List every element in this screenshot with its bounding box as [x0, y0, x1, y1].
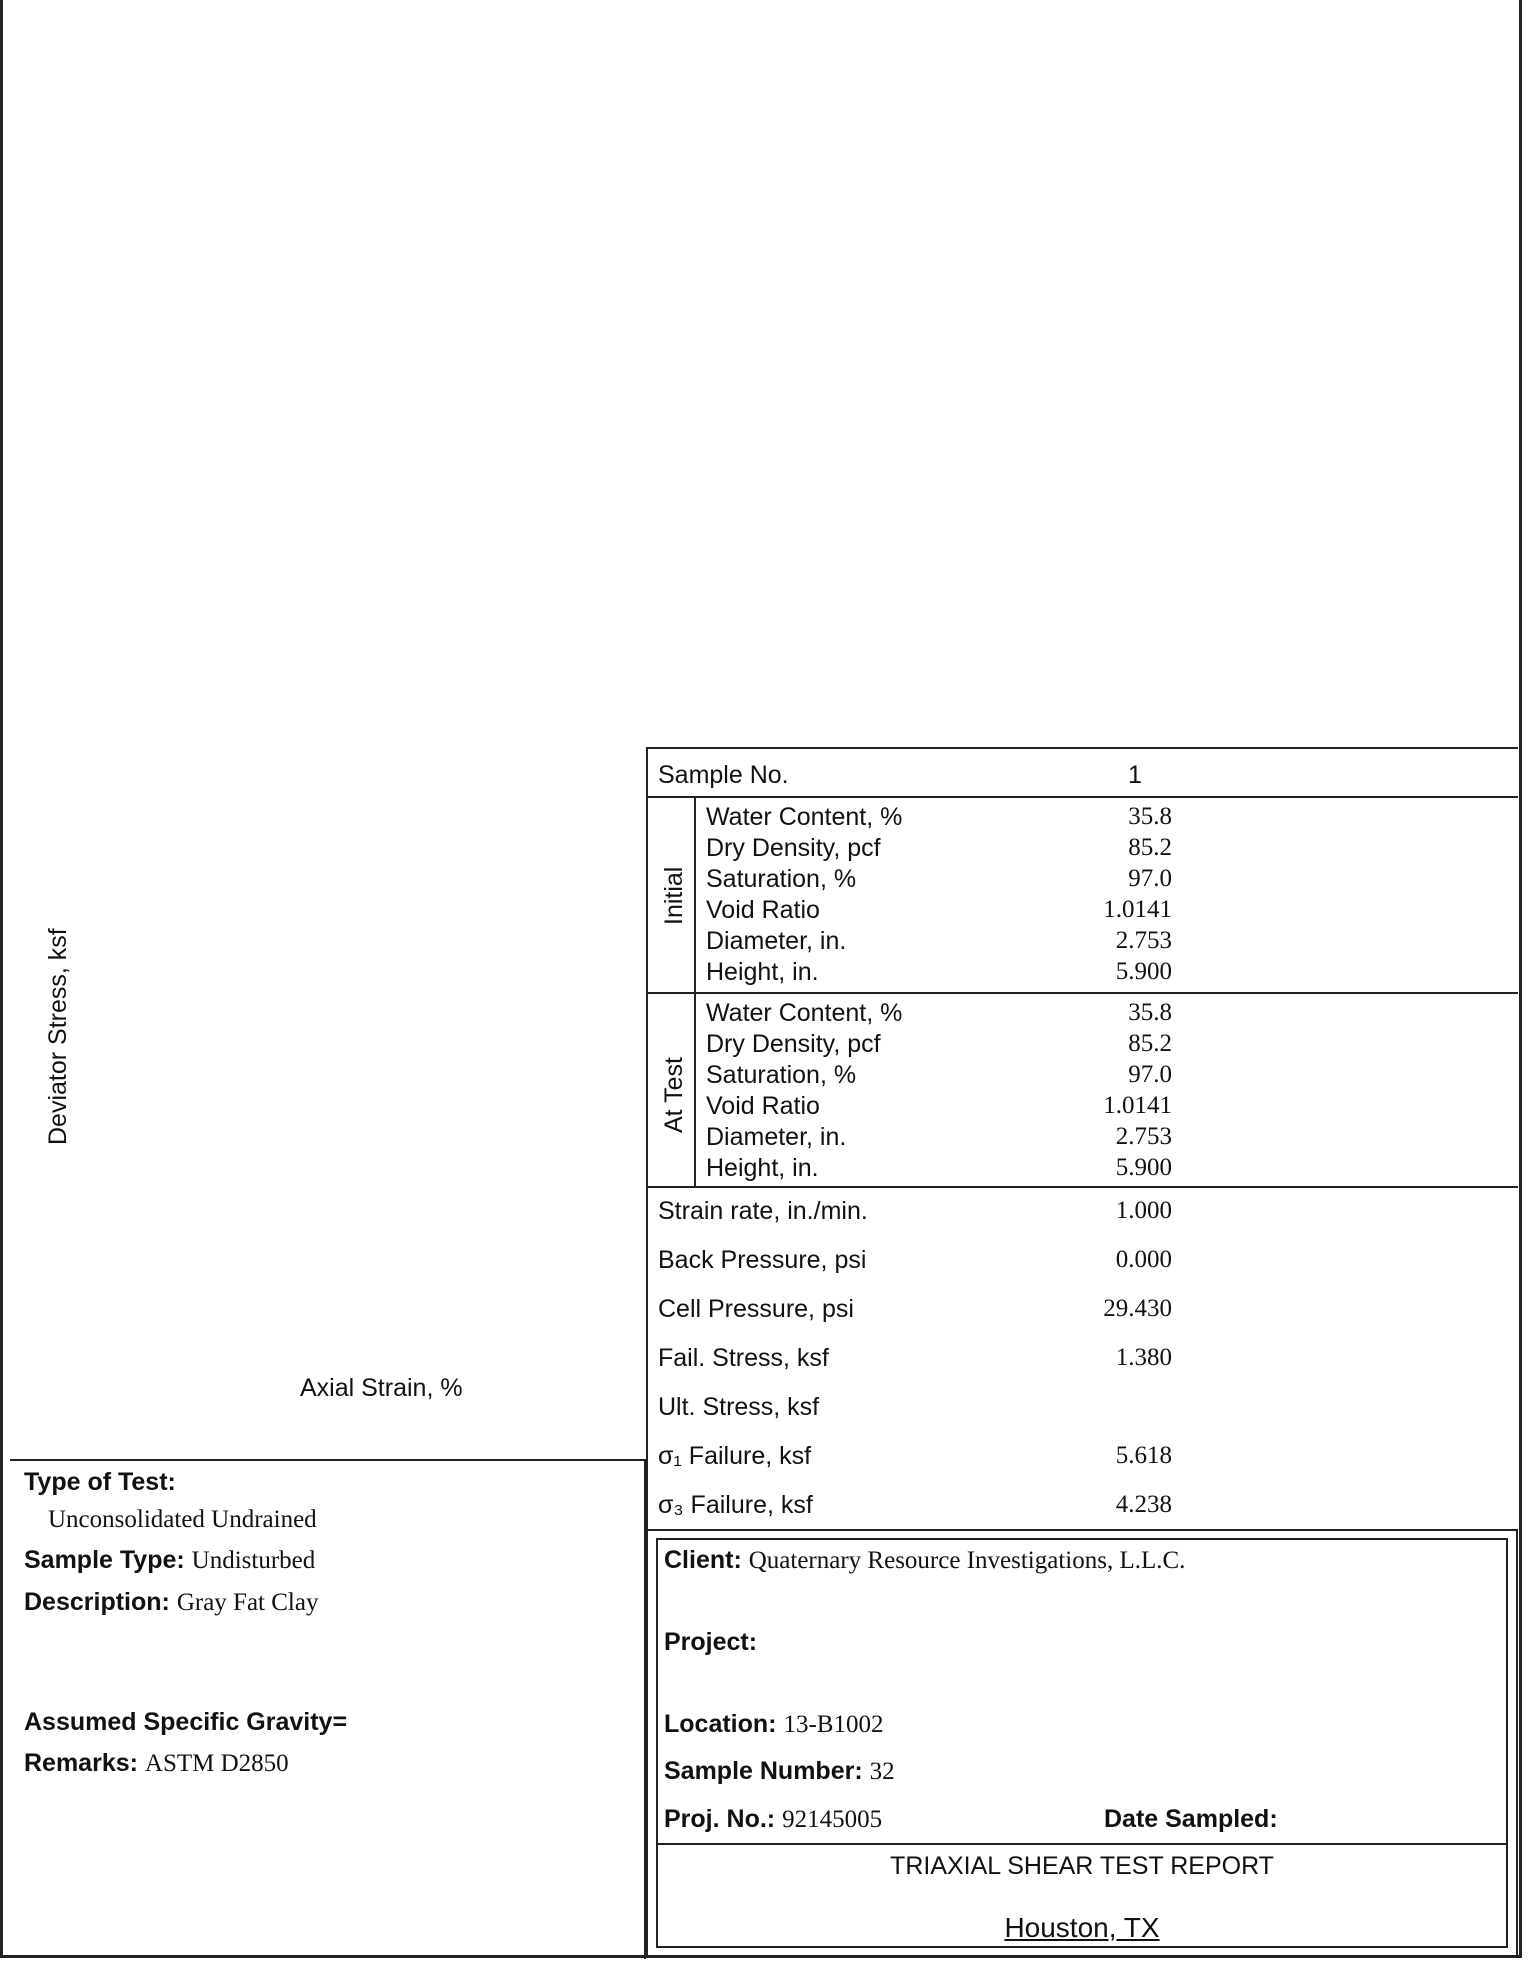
- sample-no-label: Sample No.: [658, 761, 789, 789]
- row-value: 1.000: [1115, 1197, 1172, 1224]
- row-label: Saturation, %: [706, 1061, 857, 1089]
- initial-section-label: Initial: [660, 866, 688, 925]
- row-label: Ult. Stress, ksf: [658, 1393, 820, 1421]
- row-value: 5.900: [1115, 1154, 1172, 1181]
- row-value: 85.2: [1128, 834, 1172, 861]
- y-axis-label: Deviator Stress, ksf: [44, 928, 72, 1145]
- date-sampled-label: Date Sampled:: [1104, 1805, 1278, 1833]
- description-value: Gray Fat Clay: [176, 1589, 319, 1616]
- sample-number-line: [664, 1757, 895, 1786]
- row-value: 35.8: [1128, 999, 1172, 1026]
- row-value: 97.0: [1128, 1061, 1172, 1088]
- sample-type-value: Undisturbed: [191, 1547, 316, 1574]
- sample-no-value: 1: [1128, 761, 1142, 789]
- row-label: σ₁ Failure, ksf: [658, 1442, 812, 1470]
- row-label: Dry Density, pcf: [706, 1030, 881, 1058]
- proj-no-label: Proj. No.:: [664, 1805, 776, 1833]
- description-line: [24, 1588, 318, 1617]
- row-label: Water Content, %: [706, 999, 903, 1027]
- row-value: 2.753: [1115, 927, 1172, 954]
- row-label: Water Content, %: [706, 803, 903, 831]
- sample-type-line: [24, 1546, 315, 1575]
- row-label: Height, in.: [706, 958, 819, 986]
- row-value: 1.0141: [1103, 1092, 1172, 1119]
- row-value: 97.0: [1128, 865, 1172, 892]
- type-of-test-label: Type of Test:: [24, 1468, 176, 1496]
- location-line: [664, 1710, 883, 1739]
- location-value: 13-B1002: [783, 1711, 884, 1738]
- attest-section-label: At Test: [660, 1057, 688, 1133]
- specific-gravity-label: Assumed Specific Gravity=: [24, 1708, 348, 1736]
- row-label: Void Ratio: [706, 1092, 820, 1120]
- row-value: 4.238: [1115, 1491, 1172, 1518]
- row-label: Strain rate, in./min.: [658, 1197, 868, 1225]
- project-label: Project:: [664, 1628, 758, 1656]
- client-label: Client:: [664, 1546, 742, 1574]
- sample-number-value: 32: [869, 1758, 895, 1785]
- row-value: 29.430: [1103, 1295, 1172, 1322]
- sample-number-label: Sample Number:: [664, 1757, 863, 1785]
- row-value: 1.0141: [1103, 896, 1172, 923]
- row-value: 1.380: [1115, 1344, 1172, 1371]
- row-value: 85.2: [1128, 1030, 1172, 1057]
- row-label: Void Ratio: [706, 896, 820, 924]
- row-value: 2.753: [1115, 1123, 1172, 1150]
- client-value: Quaternary Resource Investigations, L.L.C.: [748, 1547, 1186, 1574]
- city-label: Houston, TX: [1004, 1912, 1160, 1943]
- x-axis-label: Axial Strain, %: [300, 1374, 463, 1402]
- description-label: Description:: [24, 1588, 170, 1616]
- type-of-test-value: Unconsolidated Undrained: [48, 1506, 317, 1533]
- row-value: 5.900: [1115, 958, 1172, 985]
- row-value: 35.8: [1128, 803, 1172, 830]
- row-value: 5.618: [1115, 1442, 1172, 1469]
- remarks-label: Remarks:: [24, 1749, 138, 1777]
- client-line: [664, 1546, 1185, 1575]
- location-label: Location:: [664, 1710, 777, 1738]
- report-title: TRIAXIAL SHEAR TEST REPORT: [890, 1852, 1274, 1880]
- row-value: [1032, 1392, 1172, 1422]
- row-label: Back Pressure, psi: [658, 1246, 867, 1274]
- proj-no-value: 92145005: [782, 1806, 883, 1833]
- row-label: Dry Density, pcf: [706, 834, 881, 862]
- row-label: Diameter, in.: [706, 1123, 847, 1151]
- row-label: σ₃ Failure, ksf: [658, 1491, 813, 1519]
- row-label: Saturation, %: [706, 865, 857, 893]
- row-label: Fail. Stress, ksf: [658, 1344, 829, 1372]
- row-label: Diameter, in.: [706, 927, 847, 955]
- proj-no-line: [664, 1805, 882, 1834]
- row-label: Cell Pressure, psi: [658, 1295, 854, 1323]
- remarks-line: [24, 1749, 289, 1778]
- remarks-value: ASTM D2850: [144, 1750, 289, 1777]
- row-value: 0.000: [1115, 1246, 1172, 1273]
- sample-type-label: Sample Type:: [24, 1546, 185, 1574]
- row-label: Height, in.: [706, 1154, 819, 1182]
